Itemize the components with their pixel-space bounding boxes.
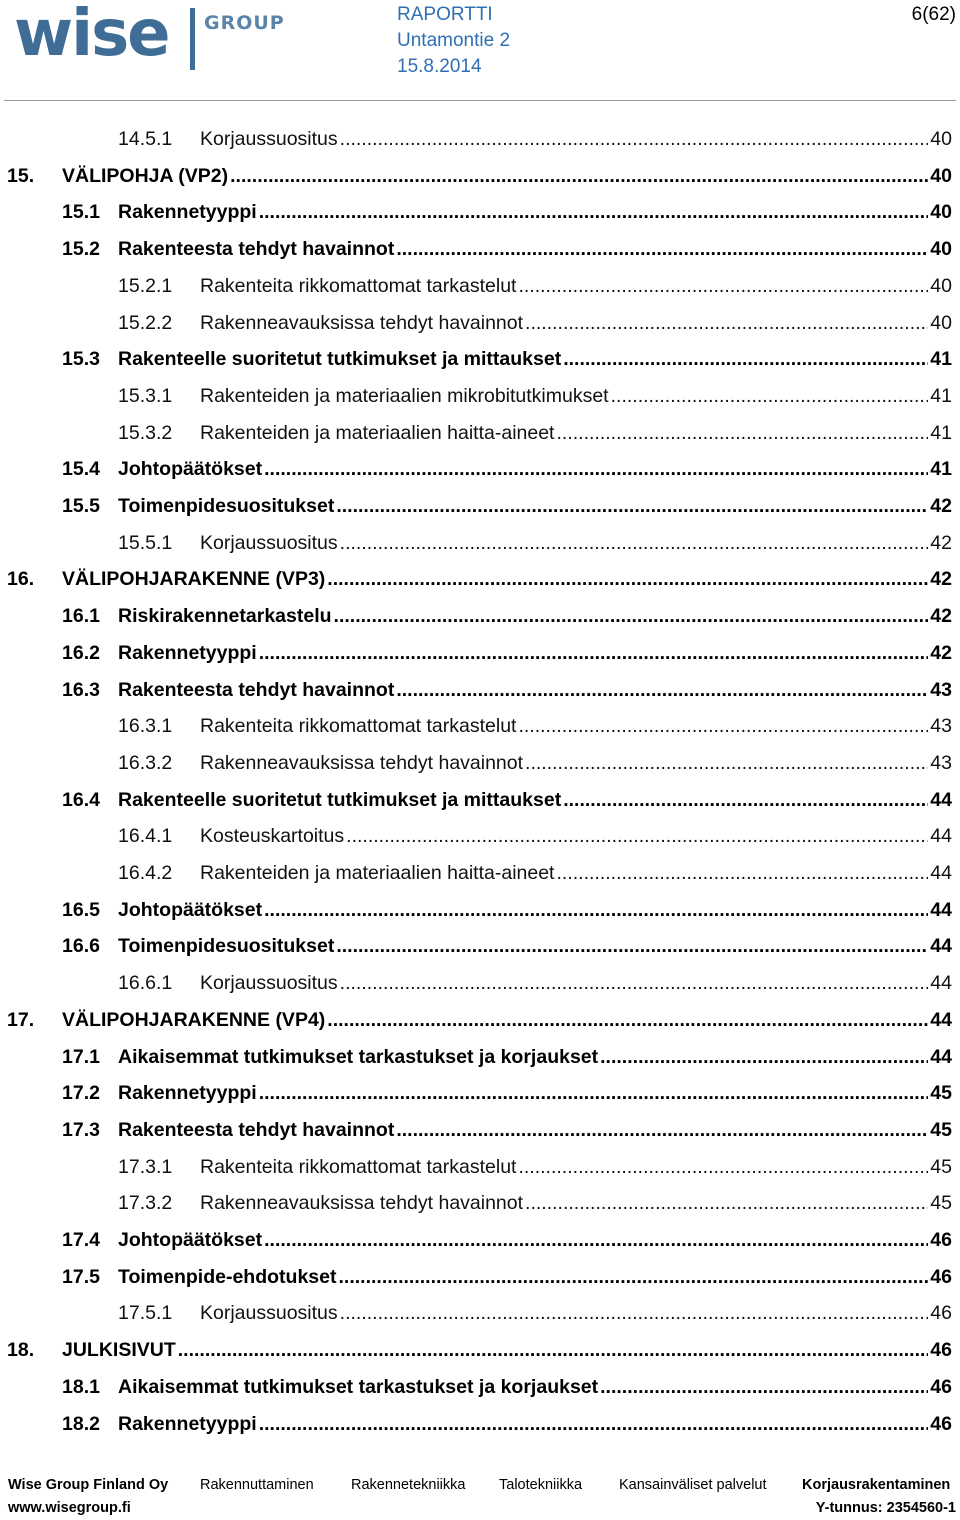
toc-entry-page: 41 (930, 458, 952, 480)
dot-leader (340, 121, 929, 158)
dot-leader (563, 341, 928, 378)
toc-entry-number: 16.4 (62, 789, 100, 811)
toc-entry-number: 16.1 (62, 605, 100, 627)
toc-entry-leader (200, 1149, 952, 1186)
toc-entry-title: Rakenteesta tehdyt havainnot (118, 1119, 395, 1141)
toc-entry[interactable] (0, 1222, 960, 1259)
toc-entry-title: Toimenpidesuositukset (118, 495, 335, 517)
dot-leader (338, 1259, 928, 1296)
toc-entry-page: 42 (930, 605, 952, 627)
dot-leader (327, 561, 928, 598)
toc-entry-number: 15.3 (62, 348, 100, 370)
toc-entry-leader (118, 231, 952, 268)
toc-entry[interactable] (0, 635, 960, 672)
toc-entry[interactable] (0, 561, 960, 598)
toc-entry-leader (200, 121, 952, 158)
toc-entry-title: Rakenteiden ja materiaalien mikrobitutkimukset (200, 385, 609, 407)
toc-entry-page: 42 (930, 568, 952, 590)
footer-service-highlighted: Korjausrakentaminen (802, 1477, 951, 1493)
toc-entry-page: 40 (930, 128, 952, 150)
dot-leader (346, 818, 928, 855)
dot-leader (563, 782, 928, 819)
dot-leader (518, 268, 928, 305)
toc-entry-title: Toimenpidesuositukset (118, 935, 335, 957)
footer-service: Rakennuttaminen (200, 1477, 314, 1493)
dot-leader (264, 451, 928, 488)
toc-entry-title: Rakenteiden ja materiaalien haitta-aineet (200, 422, 555, 444)
toc-entry-number: 16.3.2 (118, 752, 173, 774)
toc-entry-title: Rakenteesta tehdyt havainnot (118, 679, 395, 701)
toc-entry-page: 43 (930, 715, 952, 737)
toc-entry-leader (118, 1259, 952, 1296)
report-date: 15.8.2014 (397, 56, 482, 77)
toc-entry-title: Rakenneavauksissa tehdyt havainnot (200, 1192, 524, 1214)
dot-leader (556, 415, 928, 452)
dot-leader (525, 745, 928, 782)
toc-entry[interactable] (0, 415, 960, 452)
toc-entry[interactable] (0, 965, 960, 1002)
footer-service: Kansainväliset palvelut (619, 1477, 767, 1493)
footer-services (8, 1477, 956, 1497)
toc-entry-number: 16.6.1 (118, 972, 173, 994)
toc-entry-number: 17.3.1 (118, 1156, 173, 1178)
toc-entry-leader (200, 1295, 952, 1332)
toc-entry-number: 14.5.1 (118, 128, 173, 150)
toc-entry-title: Rakenteesta tehdyt havainnot (118, 238, 395, 260)
toc-entry-number: 16.3 (62, 679, 100, 701)
footer-business-id: Y-tunnus: 2354560-1 (815, 1500, 956, 1516)
toc-entry-leader (118, 635, 952, 672)
toc-entry-title: Rakenneavauksissa tehdyt havainnot (200, 312, 524, 334)
page-indicator: 6(62) (911, 4, 956, 25)
toc-entry-leader (118, 892, 952, 929)
company-logo (14, 0, 285, 76)
toc-entry-leader (118, 451, 952, 488)
toc-entry-number: 15.5.1 (118, 532, 173, 554)
toc-entry-leader (118, 672, 952, 709)
footer-service: Talotekniikka (499, 1477, 583, 1493)
toc-entry-leader (200, 305, 952, 342)
toc-entry-page: 40 (930, 165, 952, 187)
dot-leader (600, 1039, 928, 1076)
logo-wordmark: wise (14, 0, 169, 71)
dot-leader (327, 1002, 928, 1039)
toc-entry-title: Riskirakennetarkastelu (118, 605, 332, 627)
toc-entry[interactable] (0, 231, 960, 268)
toc-entry-page: 45 (930, 1192, 952, 1214)
toc-entry-page: 44 (930, 862, 952, 884)
toc-entry-leader (200, 708, 952, 745)
dot-leader (340, 965, 929, 1002)
toc-entry-title: Rakennetyyppi (118, 201, 257, 223)
toc-entry[interactable] (0, 598, 960, 635)
toc-entry-title: Rakenneavauksissa tehdyt havainnot (200, 752, 524, 774)
dot-leader (556, 855, 928, 892)
toc-entry-page: 46 (930, 1229, 952, 1251)
toc-entry-number: 15.4 (62, 458, 100, 480)
toc-entry[interactable] (0, 268, 960, 305)
toc-entry-title: Korjaussuositus (200, 532, 338, 554)
toc-entry-title: Rakenteelle suoritetut tutkimukset ja mittaukset (118, 789, 562, 811)
toc-entry[interactable] (0, 1259, 960, 1296)
toc-entry[interactable] (0, 708, 960, 745)
toc-entry-number: 16.5 (62, 899, 100, 921)
toc-entry-number: 15. (7, 165, 35, 187)
toc-entry-number: 17.1 (62, 1046, 100, 1068)
toc-entry-title: Johtopäätökset (118, 458, 263, 480)
toc-entry[interactable] (0, 194, 960, 231)
dot-leader (230, 158, 928, 195)
toc-entry-number: 17.2 (62, 1082, 100, 1104)
dot-leader (336, 928, 928, 965)
dot-leader (340, 1295, 929, 1332)
toc-entry-title: Toimenpide-ehdotukset (118, 1266, 337, 1288)
toc-entry-leader (200, 818, 952, 855)
toc-entry-page: 40 (930, 275, 952, 297)
toc-entry[interactable] (0, 1185, 960, 1222)
toc-entry[interactable] (0, 1039, 960, 1076)
toc-entry-number: 15.1 (62, 201, 100, 223)
toc-entry-number: 15.5 (62, 495, 100, 517)
toc-entry[interactable] (0, 1002, 960, 1039)
toc-entry[interactable] (0, 121, 960, 158)
toc-entry-leader (118, 598, 952, 635)
toc-entry-number: 16.4.1 (118, 825, 173, 847)
dot-leader (518, 708, 928, 745)
toc-entry-leader (200, 745, 952, 782)
toc-entry-number: 17.3.2 (118, 1192, 173, 1214)
toc-entry-page: 46 (930, 1413, 952, 1435)
toc-entry-leader (62, 1332, 952, 1369)
toc-entry-leader (200, 525, 952, 562)
toc-entry-title: VÄLIPOHJA (VP2) (62, 165, 229, 187)
toc-entry-title: Aikaisemmat tutkimukset tarkastukset ja korjaukset (118, 1376, 599, 1398)
toc-entry-title: Rakennetyyppi (118, 1082, 257, 1104)
dot-leader (518, 1149, 928, 1186)
toc-entry[interactable] (0, 1332, 960, 1369)
toc-entry-leader (62, 561, 952, 598)
logo-divider (190, 8, 195, 70)
footer-company: Wise Group Finland Oy (8, 1477, 169, 1493)
toc-entry-leader (118, 782, 952, 819)
toc-entry[interactable] (0, 672, 960, 709)
toc-entry-number: 15.3.2 (118, 422, 173, 444)
toc-entry-page: 44 (930, 935, 952, 957)
toc-entry-number: 15.2.1 (118, 275, 173, 297)
dot-leader (600, 1369, 928, 1406)
toc-entry-number: 16.6 (62, 935, 100, 957)
toc-entry-number: 15.2 (62, 238, 100, 260)
report-location: Untamontie 2 (397, 30, 511, 51)
toc-entry[interactable] (0, 451, 960, 488)
toc-entry-leader (200, 415, 952, 452)
toc-entry-title: Korjaussuositus (200, 1302, 338, 1324)
toc-entry-number: 18.2 (62, 1413, 100, 1435)
footer-website-link[interactable]: www.wisegroup.fi (8, 1500, 131, 1516)
dot-leader (259, 635, 929, 672)
toc-entry-number: 17.5 (62, 1266, 100, 1288)
toc-entry-leader (118, 341, 952, 378)
toc-entry-page: 44 (930, 789, 952, 811)
toc-entry-number: 17. (7, 1009, 35, 1031)
dot-leader (396, 231, 928, 268)
report-meta (397, 2, 510, 80)
toc-entry-number: 16. (7, 568, 35, 590)
toc-entry-title: Rakenteelle suoritetut tutkimukset ja mittaukset (118, 348, 562, 370)
footer-contact (8, 1500, 956, 1520)
toc-entry[interactable] (0, 378, 960, 415)
toc-entry-leader (200, 1185, 952, 1222)
report-label: RAPORTTI (397, 4, 493, 25)
toc-entry-leader (118, 1369, 952, 1406)
toc-entry-title: JULKISIVUT (62, 1339, 176, 1361)
toc-entry-page: 40 (930, 201, 952, 223)
dot-leader (525, 305, 928, 342)
toc-entry[interactable] (0, 158, 960, 195)
toc-entry[interactable] (0, 1112, 960, 1149)
toc-entry-leader (200, 855, 952, 892)
toc-entry-number: 16.2 (62, 642, 100, 664)
header-divider (4, 100, 956, 101)
dot-leader (336, 488, 928, 525)
toc-entry-page: 42 (930, 495, 952, 517)
toc-entry-page: 46 (930, 1339, 952, 1361)
dot-leader (259, 1406, 929, 1443)
toc-entry-title: Rakenteiden ja materiaalien haitta-aineet (200, 862, 555, 884)
toc-entry[interactable] (0, 525, 960, 562)
toc-entry-leader (118, 1112, 952, 1149)
toc-entry-leader (118, 1222, 952, 1259)
toc-entry-leader (118, 194, 952, 231)
footer-service: Rakennetekniikka (351, 1477, 466, 1493)
toc-entry-page: 46 (930, 1376, 952, 1398)
toc-entry-leader (200, 965, 952, 1002)
toc-entry-title: Korjaussuositus (200, 128, 338, 150)
dot-leader (259, 194, 929, 231)
dot-leader (396, 672, 928, 709)
toc-entry[interactable] (0, 1369, 960, 1406)
toc-entry[interactable] (0, 1406, 960, 1443)
toc-entry-number: 15.3.1 (118, 385, 173, 407)
toc-entry-number: 18. (7, 1339, 35, 1361)
toc-entry[interactable] (0, 341, 960, 378)
toc-entry-number: 17.4 (62, 1229, 100, 1251)
toc-entry-page: 40 (930, 238, 952, 260)
toc-entry[interactable] (0, 928, 960, 965)
toc-entry-page: 45 (930, 1119, 952, 1141)
toc-entry-title: Korjaussuositus (200, 972, 338, 994)
toc-entry-page: 44 (930, 899, 952, 921)
toc-entry[interactable] (0, 855, 960, 892)
dot-leader (340, 525, 929, 562)
toc-entry-leader (62, 158, 952, 195)
dot-leader (178, 1332, 929, 1369)
toc-entry-number: 16.3.1 (118, 715, 173, 737)
toc-entry[interactable] (0, 745, 960, 782)
toc-entry-number: 17.3 (62, 1119, 100, 1141)
toc-entry-page: 44 (930, 1009, 952, 1031)
toc-entry-leader (62, 1002, 952, 1039)
toc-entry[interactable] (0, 305, 960, 342)
toc-entry[interactable] (0, 1149, 960, 1186)
toc-entry[interactable] (0, 782, 960, 819)
toc-entry-page: 45 (930, 1156, 952, 1178)
dot-leader (264, 892, 928, 929)
dot-leader (396, 1112, 928, 1149)
toc-entry[interactable] (0, 818, 960, 855)
toc-entry-leader (118, 1075, 952, 1112)
toc-entry-page: 44 (930, 972, 952, 994)
toc-entry-title: Rakenteita rikkomattomat tarkastelut (200, 1156, 517, 1178)
toc-entry-title: Rakenteita rikkomattomat tarkastelut (200, 275, 517, 297)
dot-leader (525, 1185, 928, 1222)
toc-entry-title: Kosteuskartoitus (200, 825, 345, 847)
toc-entry-number: 16.4.2 (118, 862, 173, 884)
toc-entry-number: 17.5.1 (118, 1302, 173, 1324)
toc-entry-page: 42 (930, 642, 952, 664)
toc-entry-page: 42 (930, 532, 952, 554)
toc-entry-title: Rakenteita rikkomattomat tarkastelut (200, 715, 517, 737)
toc-entry-title: Johtopäätökset (118, 1229, 263, 1251)
toc-entry-leader (118, 488, 952, 525)
toc-entry[interactable] (0, 1295, 960, 1332)
toc-entry-leader (118, 928, 952, 965)
dot-leader (264, 1222, 928, 1259)
toc-entry-page: 40 (930, 312, 952, 334)
toc-entry[interactable] (0, 1075, 960, 1112)
toc-entry-title: Johtopäätökset (118, 899, 263, 921)
toc-entry-page: 44 (930, 1046, 952, 1068)
toc-entry-title: Rakennetyyppi (118, 642, 257, 664)
toc-entry-number: 15.2.2 (118, 312, 173, 334)
dot-leader (611, 378, 929, 415)
toc-entry-page: 41 (930, 348, 952, 370)
toc-entry-page: 41 (930, 385, 952, 407)
toc-entry-page: 43 (930, 679, 952, 701)
logo-group-label: GROUP (204, 12, 285, 34)
toc-entry-title: VÄLIPOHJARAKENNE (VP3) (62, 568, 326, 590)
toc-entry-page: 43 (930, 752, 952, 774)
toc-entry-page: 45 (930, 1082, 952, 1104)
toc-entry[interactable] (0, 892, 960, 929)
toc-entry-leader (118, 1039, 952, 1076)
toc-entry-title: Rakennetyyppi (118, 1413, 257, 1435)
toc-entry-page: 46 (930, 1302, 952, 1324)
toc-entry-title: VÄLIPOHJARAKENNE (VP4) (62, 1009, 326, 1031)
toc-entry-page: 44 (930, 825, 952, 847)
toc-entry-leader (118, 1406, 952, 1443)
dot-leader (334, 598, 929, 635)
toc-entry-leader (200, 268, 952, 305)
toc-entry-page: 41 (930, 422, 952, 444)
toc-entry-leader (200, 378, 952, 415)
toc-entry-title: Aikaisemmat tutkimukset tarkastukset ja korjaukset (118, 1046, 599, 1068)
toc-entry[interactable] (0, 488, 960, 525)
toc-entry-page: 46 (930, 1266, 952, 1288)
dot-leader (259, 1075, 929, 1112)
toc-entry-number: 18.1 (62, 1376, 100, 1398)
